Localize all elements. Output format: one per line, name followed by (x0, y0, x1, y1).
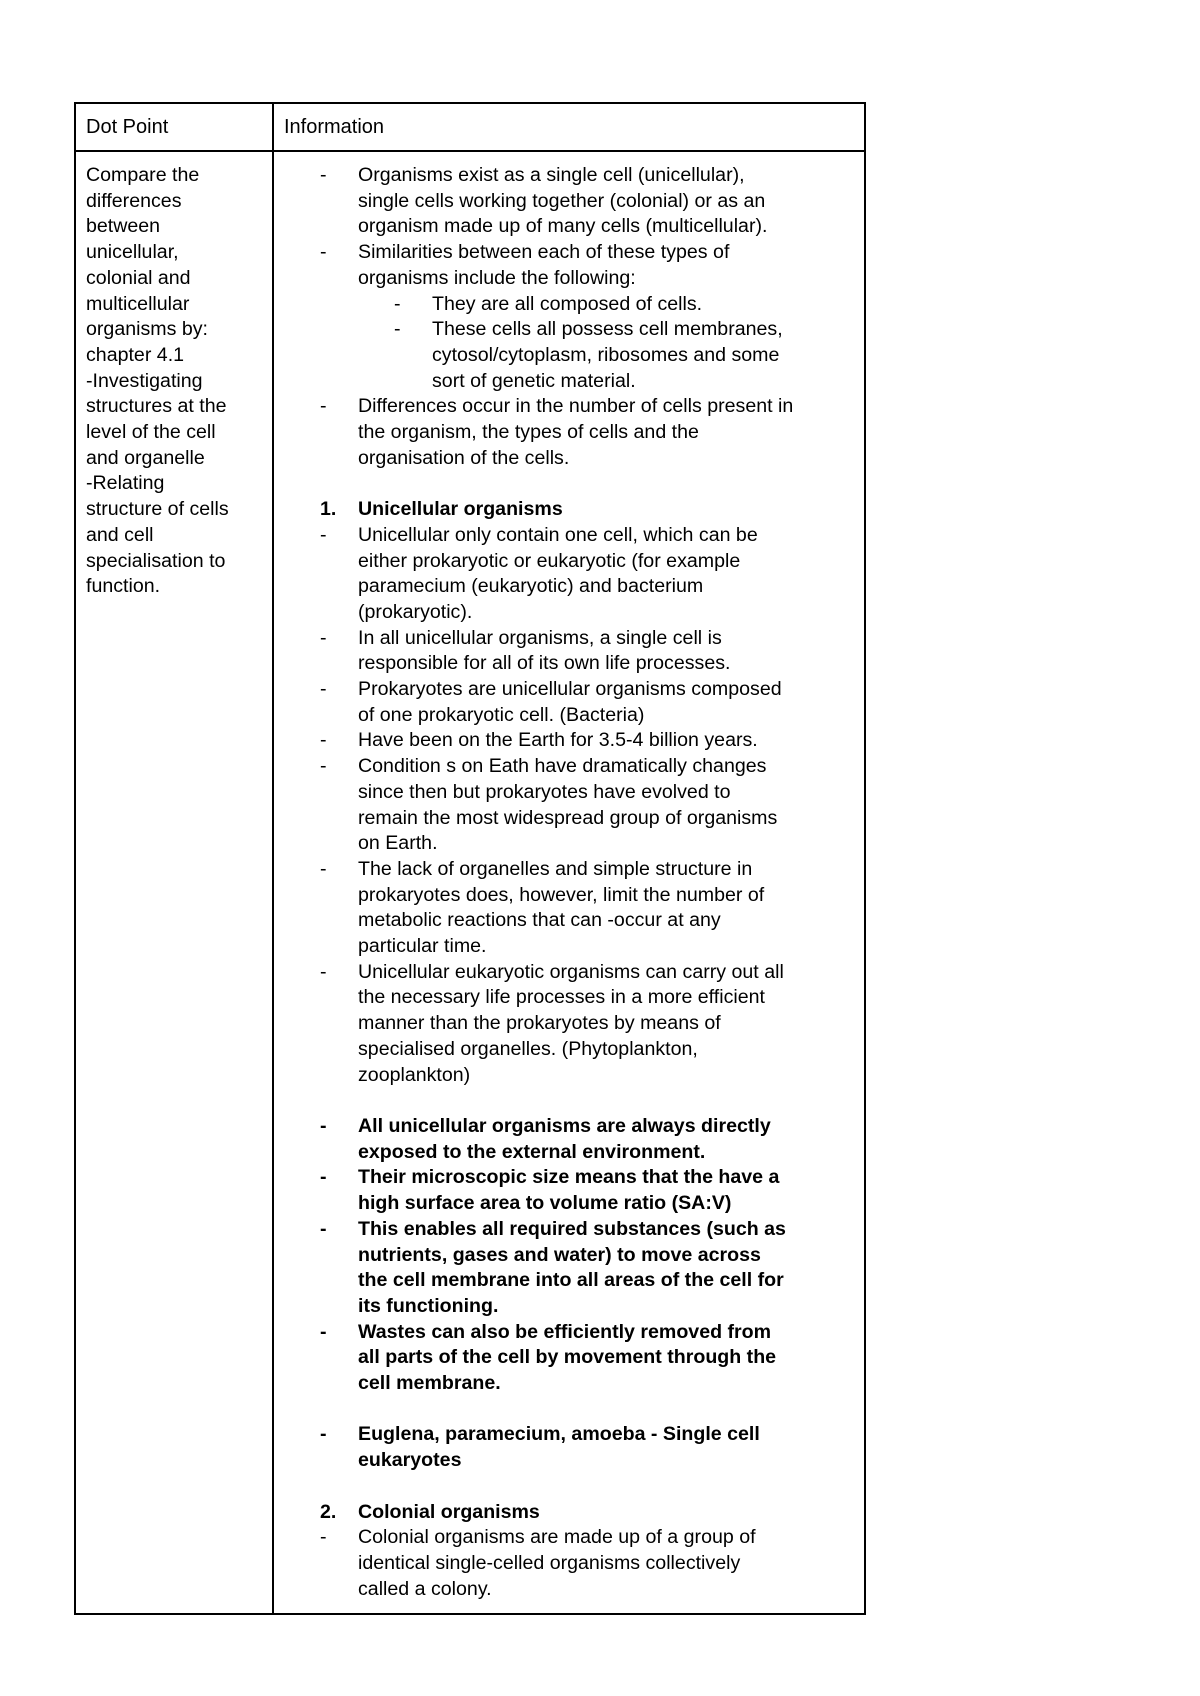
text-line (274, 1191, 864, 1217)
header-cell-dot-point (75, 103, 273, 151)
bullet-item (274, 1422, 864, 1448)
text-line (274, 1011, 864, 1037)
bullet-dash: - (320, 395, 327, 418)
line-text: zooplankton) (358, 1063, 471, 1086)
line-text: particular time. (358, 935, 487, 958)
dot-point-line: specialisation to (86, 549, 226, 572)
line-text: Wastes can also be efficiently removed from (358, 1320, 772, 1343)
table-header-row (75, 103, 865, 151)
dot-point-line: chapter 4.1 (86, 343, 185, 366)
line-text: specialised organelles. (Phytoplankton, (358, 1037, 698, 1060)
dot-point-line: -Investigating (86, 369, 203, 392)
bullet-item (274, 728, 864, 754)
blank-line (274, 471, 864, 497)
text-line (274, 780, 864, 806)
line-text: Euglena, paramecium, amoeba - Single cell (358, 1423, 760, 1446)
dot-point-line: and cell (86, 523, 154, 546)
text-line (274, 883, 864, 909)
line-text: responsible for all of its own life processes. (358, 652, 731, 675)
line-text: This enables all required substances (such as (358, 1217, 786, 1240)
line-text: They are all composed of cells. (432, 292, 703, 315)
text-line (274, 1140, 864, 1166)
text-line (274, 420, 864, 446)
line-text: Colonial organisms (358, 1500, 540, 1523)
line-text: called a colony. (358, 1577, 492, 1600)
line-text: nutrients, gases and water) to move across (358, 1243, 761, 1266)
text-line (274, 908, 864, 934)
text-line (274, 651, 864, 677)
text-line (274, 446, 864, 472)
line-text: since then but prokaryotes have evolved to (358, 780, 731, 803)
text-line (274, 1371, 864, 1397)
dot-point-line: differences (86, 189, 182, 212)
list-number: 1. (320, 498, 337, 521)
line-text: All unicellular organisms are always directly (358, 1114, 771, 1137)
line-text: either prokaryotic or eukaryotic (for example (358, 549, 741, 572)
text-line (274, 831, 864, 857)
bullet-dash: - (320, 729, 327, 752)
text-line (274, 1294, 864, 1320)
dot-point-line: unicellular, (86, 241, 179, 264)
line-text: remain the most widespread group of organisms (358, 806, 778, 829)
text-line (274, 369, 864, 395)
bullet-item (274, 1217, 864, 1243)
bullet-item (274, 960, 864, 986)
bullet-item (274, 163, 864, 189)
line-text: (prokaryotic). (358, 600, 473, 623)
dot-point-line: organisms by: (86, 318, 208, 341)
dot-point-line: function. (86, 575, 161, 598)
line-text: single cells working together (colonial) or as an (358, 189, 766, 212)
line-text: high surface area to volume ratio (SA:V) (358, 1192, 732, 1215)
text-line (274, 1243, 864, 1269)
bullet-item (274, 1525, 864, 1551)
bullet-dash: - (394, 292, 401, 315)
dot-point-text (76, 152, 272, 600)
line-text: The lack of organelles and simple structure in (358, 857, 753, 880)
list-number: 2. (320, 1500, 337, 1523)
line-text: Differences occur in the number of cells present in (358, 395, 794, 418)
bullet-item (274, 292, 864, 318)
text-line (274, 703, 864, 729)
bullet-dash: - (320, 960, 327, 983)
blank-line (274, 1474, 864, 1500)
line-text: exposed to the external environment. (358, 1140, 706, 1163)
line-text: prokaryotes does, however, limit the number of (358, 883, 765, 906)
information-text (274, 152, 864, 1602)
header-cell-information (273, 103, 865, 151)
bullet-dash: - (320, 1423, 327, 1446)
bullet-dash: - (320, 1217, 327, 1240)
line-text: Their microscopic size means that the have a (358, 1166, 780, 1189)
bullet-dash: - (320, 626, 327, 649)
bullet-item (274, 626, 864, 652)
text-line (274, 266, 864, 292)
dot-point-line: colonial and (86, 266, 191, 289)
line-text: Similarities between each of these types of (358, 241, 730, 264)
text-line (274, 1448, 864, 1474)
line-text: organisation of the cells. (358, 446, 570, 469)
bullet-dash: - (320, 241, 327, 264)
dot-point-line: level of the cell (86, 421, 216, 444)
text-line (274, 1551, 864, 1577)
blank-line (274, 1088, 864, 1114)
bullet-item (274, 754, 864, 780)
text-line (274, 1063, 864, 1089)
line-text: the necessary life processes in a more efficient (358, 986, 765, 1009)
line-text: Unicellular eukaryotic organisms can carry out all (358, 960, 784, 983)
line-text: the organism, the types of cells and the (358, 421, 699, 444)
line-text: paramecium (eukaryotic) and bacterium (358, 575, 704, 598)
line-text: Unicellular organisms (358, 498, 563, 521)
bullet-dash: - (320, 857, 327, 880)
dot-point-line: structure of cells (86, 498, 229, 521)
line-text: eukaryotes (358, 1449, 462, 1472)
line-text: organisms include the following: (358, 266, 636, 289)
line-text: its functioning. (358, 1294, 499, 1317)
line-text: on Earth. (358, 832, 438, 855)
dot-point-cell (75, 151, 273, 1614)
information-cell (273, 151, 865, 1614)
bullet-item (274, 523, 864, 549)
line-text: all parts of the cell by movement through the (358, 1346, 777, 1369)
blank-line (274, 1397, 864, 1423)
bullet-dash: - (320, 1114, 327, 1137)
dot-point-line: Compare the (86, 164, 200, 186)
line-text: manner than the prokaryotes by means of (358, 1012, 721, 1035)
line-text: metabolic reactions that can -occur at any (358, 909, 721, 932)
line-text: cytosol/cytoplasm, ribosomes and some (432, 343, 780, 366)
line-text: sort of genetic material. (432, 369, 636, 392)
header-dot-point: Dot Point (86, 116, 169, 138)
bullet-item (274, 677, 864, 703)
text-line (274, 600, 864, 626)
table-body-row (75, 151, 865, 1614)
bullet-dash: - (320, 1166, 327, 1189)
bullet-dash: - (320, 755, 327, 778)
text-line (274, 1345, 864, 1371)
text-line (274, 1268, 864, 1294)
dot-point-line: -Relating (86, 472, 165, 495)
line-text: identical single-celled organisms collectively (358, 1551, 741, 1574)
bullet-dash: - (320, 678, 327, 701)
dot-point-line: and organelle (86, 446, 205, 469)
line-text: Organisms exist as a single cell (unicellular), (358, 164, 745, 186)
text-line (274, 549, 864, 575)
bullet-item (274, 1114, 864, 1140)
numbered-heading (274, 497, 864, 523)
numbered-heading (274, 1500, 864, 1526)
text-line (274, 574, 864, 600)
bullet-dash: - (320, 523, 327, 546)
text-line (274, 1577, 864, 1603)
dot-point-line: structures at the (86, 395, 227, 418)
text-line (274, 806, 864, 832)
line-text: These cells all possess cell membranes, (432, 318, 783, 341)
dot-point-line: between (86, 215, 161, 238)
bullet-item (274, 1165, 864, 1191)
line-text: organism made up of many cells (multicellular). (358, 215, 768, 238)
line-text: Have been on the Earth for 3.5-4 billion years. (358, 729, 758, 752)
bullet-item (274, 240, 864, 266)
notes-table (74, 102, 866, 1615)
bullet-item (274, 317, 864, 343)
line-text: Unicellular only contain one cell, which can be (358, 523, 758, 546)
bullet-dash: - (320, 1526, 327, 1549)
line-text: cell membrane. (358, 1372, 501, 1395)
bullet-item (274, 857, 864, 883)
text-line (274, 189, 864, 215)
line-text: Colonial organisms are made up of a group of (358, 1526, 756, 1549)
bullet-item (274, 394, 864, 420)
text-line (274, 214, 864, 240)
bullet-dash: - (320, 164, 327, 186)
text-line (274, 934, 864, 960)
bullet-item (274, 1320, 864, 1346)
line-text: In all unicellular organisms, a single cell is (358, 626, 722, 649)
dot-point-line: multicellular (86, 292, 190, 315)
text-line (274, 1037, 864, 1063)
text-line (274, 985, 864, 1011)
line-text: Prokaryotes are unicellular organisms composed (358, 678, 782, 701)
bullet-dash: - (320, 1320, 327, 1343)
line-text: the cell membrane into all areas of the cell for (358, 1269, 784, 1292)
bullet-dash: - (394, 318, 401, 341)
text-line (274, 343, 864, 369)
line-text: of one prokaryotic cell. (Bacteria) (358, 703, 645, 726)
header-information: Information (284, 116, 385, 138)
line-text: Condition s on Eath have dramatically changes (358, 755, 767, 778)
